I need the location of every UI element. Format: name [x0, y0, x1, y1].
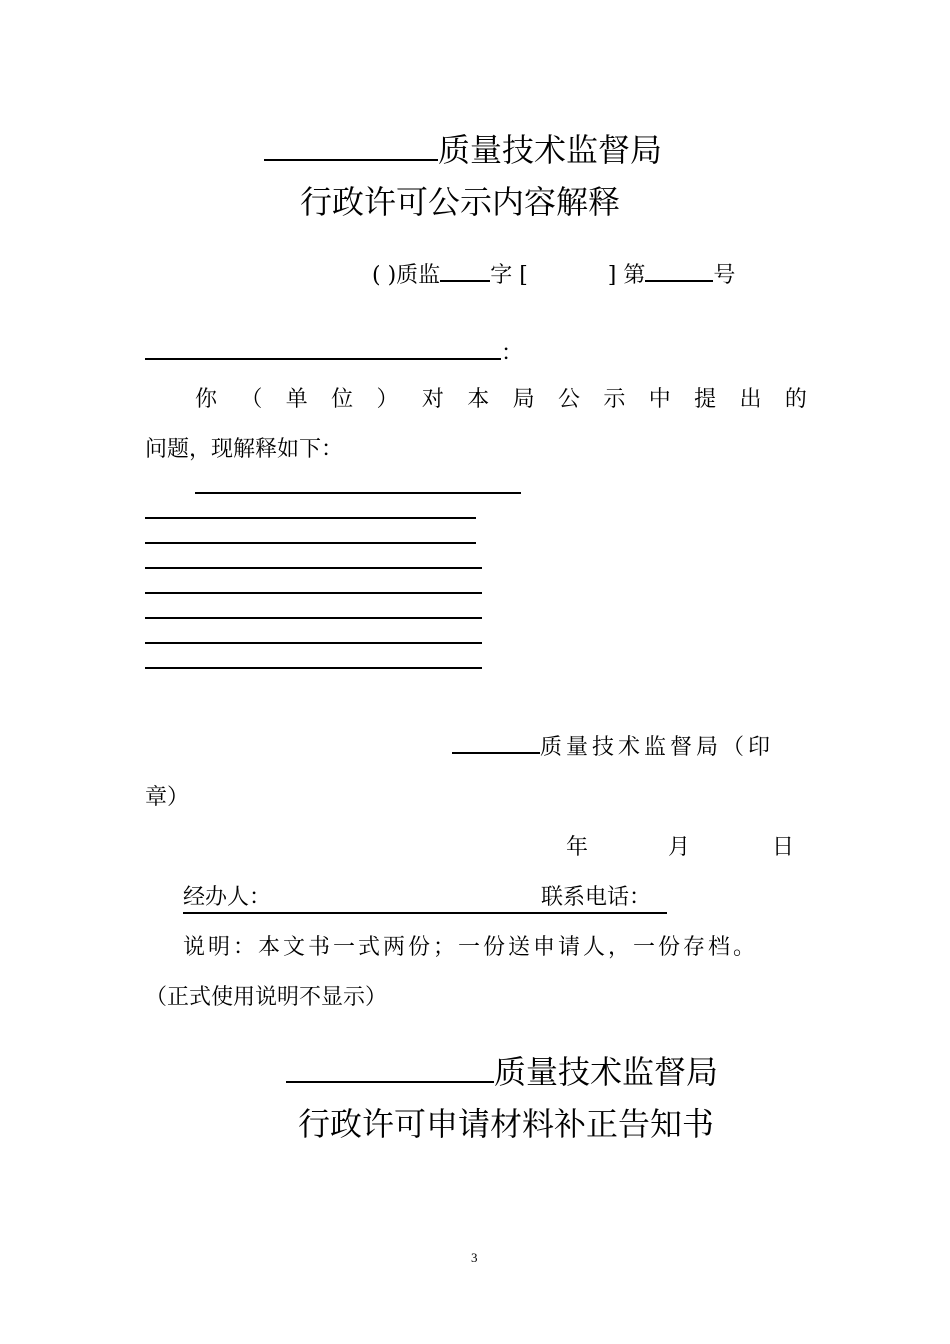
agency-blank — [264, 157, 438, 161]
title-agency-text: 质量技术监督局 — [494, 1053, 719, 1091]
date-year: 年 — [566, 835, 589, 860]
issuer-continued: 章） — [145, 785, 190, 810]
ref-zi: 字 — [490, 263, 513, 288]
phone-label: 联系电话： — [541, 885, 652, 910]
para1-char: 局 — [512, 387, 535, 412]
para1-char: 对 — [421, 387, 444, 412]
ref-di: 第 — [623, 263, 646, 288]
para1-char: （ — [240, 387, 263, 412]
para1-char: 你 — [195, 387, 218, 412]
explanation-line — [145, 542, 476, 544]
handler-label: 经办人： — [183, 885, 272, 910]
explanation-line — [145, 642, 482, 644]
para1-char: 的 — [784, 387, 807, 412]
explanation-line — [145, 517, 476, 519]
para1-char: 出 — [739, 387, 762, 412]
note-line1: 说明：本文书一式两份；一份送申请人，一份存档。 — [183, 935, 759, 960]
ref-hao: 号 — [713, 263, 736, 288]
doc2-title-line1 — [286, 1052, 718, 1092]
note-line2: （正式使用说明不显示） — [145, 985, 388, 1010]
doc1-title-line2: 行政许可公示内容解释 — [300, 183, 621, 221]
addressee-line — [145, 340, 523, 368]
para1-line1 — [195, 386, 807, 414]
ref-blank-2 — [645, 278, 713, 282]
title-agency-text: 质量技术监督局 — [438, 131, 663, 169]
para1-line2: 问题，现解释如下： — [145, 437, 344, 462]
explanation-line — [145, 667, 482, 669]
doc2-title-line2: 行政许可申请材料补正告知书 — [298, 1105, 715, 1143]
date-month: 月 — [668, 835, 691, 860]
reference-number-line — [372, 262, 735, 290]
para1-char: 提 — [694, 387, 717, 412]
explanation-line — [145, 617, 482, 619]
para1-char: 公 — [558, 387, 581, 412]
ref-paren: ( ) — [372, 263, 397, 288]
explanation-line — [145, 567, 482, 569]
issuer-text: 质量技术监督局（印 — [540, 735, 775, 760]
addressee-colon: ： — [501, 341, 524, 366]
issuer-line — [452, 734, 774, 762]
para1-char: 中 — [648, 387, 671, 412]
explanation-line — [195, 492, 521, 494]
para1-char: 示 — [603, 387, 626, 412]
page-number: 3 — [471, 1250, 478, 1265]
explanation-line — [145, 592, 482, 594]
para1-char: ） — [376, 387, 399, 412]
handler-line — [183, 884, 667, 914]
ref-rbracket: ] — [607, 263, 617, 288]
doc1-title-line1 — [264, 130, 662, 170]
ref-blank-1 — [440, 278, 490, 282]
ref-zhijian: 质监 — [396, 263, 441, 288]
issuer-blank — [452, 750, 540, 754]
date-day: 日 — [772, 835, 795, 860]
para1-char: 位 — [331, 387, 354, 412]
para1-char: 单 — [285, 387, 308, 412]
addressee-blank — [145, 356, 501, 360]
para1-char: 本 — [467, 387, 490, 412]
ref-lbracket: [ — [519, 263, 528, 288]
agency-blank — [286, 1079, 494, 1083]
